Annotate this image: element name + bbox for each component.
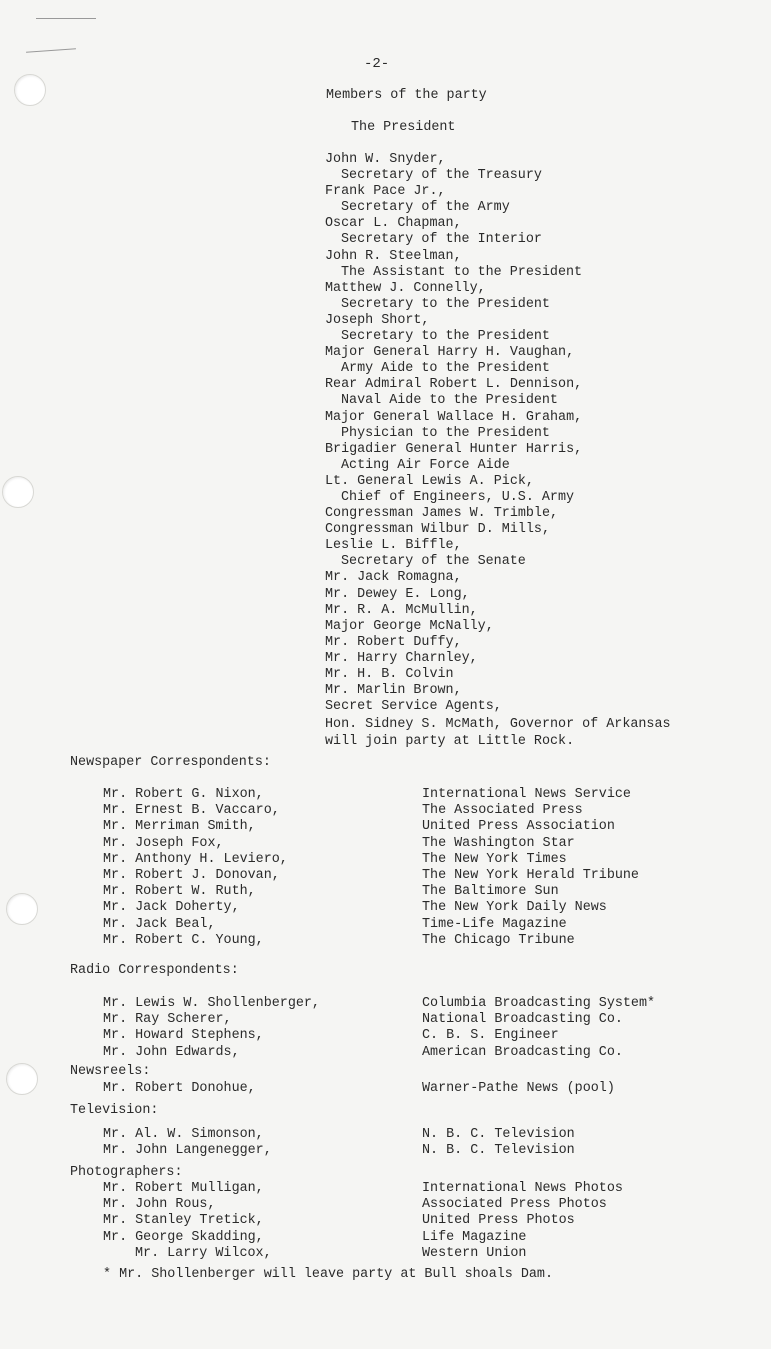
correspondent-name: Mr. Robert Donohue, <box>103 1081 256 1096</box>
correspondent-org: Warner-Pathe News (pool) <box>422 1081 615 1096</box>
correspondent-name: Mr. Anthony H. Leviero, <box>103 851 288 867</box>
stray-mark <box>26 48 76 52</box>
member-name: Major General Harry H. Vaughan, <box>325 345 575 361</box>
member-name: Major General Wallace H. Graham, <box>325 409 583 425</box>
correspondent-name: Mr. Al. W. Simonson, <box>103 1127 264 1142</box>
party-heading: Members of the party <box>326 88 487 103</box>
president-line: The President <box>351 120 456 135</box>
correspondent-org: United Press Association <box>422 819 615 835</box>
member-name: Congressman Wilbur D. Mills, <box>325 522 550 538</box>
correspondent-name: Mr. Robert G. Nixon, <box>103 787 264 802</box>
governor-line-2: will join party at Little Rock. <box>325 734 575 749</box>
correspondent-org: Time-Life Magazine <box>422 916 567 932</box>
correspondent-org: Western Union <box>422 1245 527 1261</box>
correspondent-name: Mr. Joseph Fox, <box>103 835 224 851</box>
member-name: Mr. Jack Romagna, <box>325 570 462 586</box>
television-heading: Television: <box>70 1103 159 1118</box>
member-name: Frank Pace Jr., <box>325 184 446 200</box>
member-title: Secretary of the Treasury <box>341 168 542 184</box>
correspondent-org: The New York Herald Tribune <box>422 868 639 884</box>
radio-orgs <box>422 996 655 1061</box>
correspondent-name: Mr. Larry Wilcox, <box>135 1245 272 1261</box>
correspondent-name: Mr. Lewis W. Shollenberger, <box>103 996 320 1011</box>
member-name: John R. Steelman, <box>325 248 462 264</box>
correspondent-name: Mr. Stanley Tretick, <box>103 1213 264 1229</box>
correspondent-org: The Baltimore Sun <box>422 884 559 900</box>
member-name: John W. Snyder, <box>325 152 446 167</box>
correspondent-org: The New York Times <box>422 851 567 867</box>
newsreels-orgs <box>422 1081 615 1097</box>
member-title: Chief of Engineers, U.S. Army <box>341 489 575 505</box>
correspondent-org: C. B. S. Engineer <box>422 1028 559 1044</box>
member-title: Secretary to the President <box>341 329 550 345</box>
punch-hole-bottom <box>6 1063 38 1095</box>
correspondent-name: Mr. Jack Beal, <box>103 916 216 932</box>
member-name: Joseph Short, <box>325 312 430 328</box>
member-title: Secretary of the Interior <box>341 232 542 248</box>
member-name: Brigadier General Hunter Harris, <box>325 441 583 457</box>
member-title: Secretary of the Senate <box>341 554 526 570</box>
member-name: Mr. Harry Charnley, <box>325 650 478 666</box>
member-name: Matthew J. Connelly, <box>325 280 486 296</box>
member-title: The Assistant to the President <box>341 264 583 280</box>
radio-names <box>103 996 320 1061</box>
governor-line-1: Hon. Sidney S. McMath, Governor of Arkansas <box>325 717 671 732</box>
newspaper-names <box>103 787 288 949</box>
page-number: -2- <box>364 56 390 72</box>
member-name: Rear Admiral Robert L. Dennison, <box>325 377 583 393</box>
member-title: Naval Aide to the President <box>341 393 558 409</box>
photographers-heading: Photographers: <box>70 1165 183 1180</box>
newspaper-heading: Newspaper Correspondents: <box>70 755 271 770</box>
correspondent-org: United Press Photos <box>422 1213 575 1229</box>
member-name: Congressman James W. Trimble, <box>325 506 559 522</box>
member-name: Mr. Dewey E. Long, <box>325 586 470 602</box>
correspondent-org: International News Service <box>422 787 631 802</box>
correspondent-name: Mr. Ray Scherer, <box>103 1012 232 1028</box>
newspaper-orgs <box>422 787 639 949</box>
correspondent-org: Life Magazine <box>422 1229 527 1245</box>
member-name: Mr. H. B. Colvin <box>325 667 454 682</box>
correspondent-name: Mr. Robert C. Young, <box>103 932 264 948</box>
punch-hole-middle <box>2 476 34 508</box>
newsreels-names <box>103 1081 256 1097</box>
television-names <box>103 1127 272 1159</box>
party-members-list <box>325 152 582 715</box>
correspondent-org: N. B. C. Television <box>422 1143 575 1159</box>
member-name: Lt. General Lewis A. Pick, <box>325 473 534 489</box>
correspondent-name: Mr. Ernest B. Vaccaro, <box>103 803 280 819</box>
correspondent-org: International News Photos <box>422 1181 623 1196</box>
correspondent-org: Columbia Broadcasting System* <box>422 996 656 1011</box>
punch-hole-lower <box>6 893 38 925</box>
correspondent-org: National Broadcasting Co. <box>422 1012 623 1028</box>
radio-heading: Radio Correspondents: <box>70 963 239 978</box>
correspondent-name: Mr. John Edwards, <box>103 1044 240 1060</box>
member-title: Acting Air Force Aide <box>341 457 510 473</box>
correspondent-name: Mr. Robert W. Ruth, <box>103 884 256 900</box>
correspondent-name: Mr. Robert J. Donovan, <box>103 868 280 884</box>
member-name: Mr. Robert Duffy, <box>325 634 462 650</box>
correspondent-org: The New York Daily News <box>422 900 607 916</box>
correspondent-org: Associated Press Photos <box>422 1197 607 1213</box>
correspondent-name: Mr. Jack Doherty, <box>103 900 240 916</box>
member-title: Physician to the President <box>341 425 550 441</box>
correspondent-name: Mr. Merriman Smith, <box>103 819 256 835</box>
correspondent-org: N. B. C. Television <box>422 1127 575 1142</box>
member-name: Mr. Marlin Brown, <box>325 683 462 699</box>
stray-mark <box>36 18 96 19</box>
television-orgs <box>422 1127 575 1159</box>
member-name: Major George McNally, <box>325 618 494 634</box>
correspondent-name: Mr. Robert Mulligan, <box>103 1181 264 1196</box>
correspondent-org: American Broadcasting Co. <box>422 1044 623 1060</box>
member-title: Secretary of the Army <box>341 200 510 216</box>
photographers-orgs <box>422 1181 623 1262</box>
newsreels-heading: Newsreels: <box>70 1064 151 1079</box>
correspondent-name: Mr. John Rous, <box>103 1197 216 1213</box>
correspondent-name: Mr. Howard Stephens, <box>103 1028 264 1044</box>
member-name: Leslie L. Biffle, <box>325 538 462 554</box>
correspondent-org: The Associated Press <box>422 803 583 819</box>
punch-hole-top <box>14 74 46 106</box>
member-name: Oscar L. Chapman, <box>325 216 462 232</box>
correspondent-name: Mr. John Langenegger, <box>103 1143 272 1159</box>
correspondent-org: The Chicago Tribune <box>422 932 575 948</box>
member-name: Secret Service Agents, <box>325 699 502 715</box>
member-name: Mr. R. A. McMullin, <box>325 602 478 618</box>
member-title: Secretary to the President <box>341 296 550 312</box>
photographers-names <box>103 1181 272 1262</box>
correspondent-name: Mr. George Skadding, <box>103 1229 264 1245</box>
footnote: * Mr. Shollenberger will leave party at Bull shoals Dam. <box>103 1267 553 1282</box>
correspondent-org: The Washington Star <box>422 835 575 851</box>
member-title: Army Aide to the President <box>341 361 550 377</box>
